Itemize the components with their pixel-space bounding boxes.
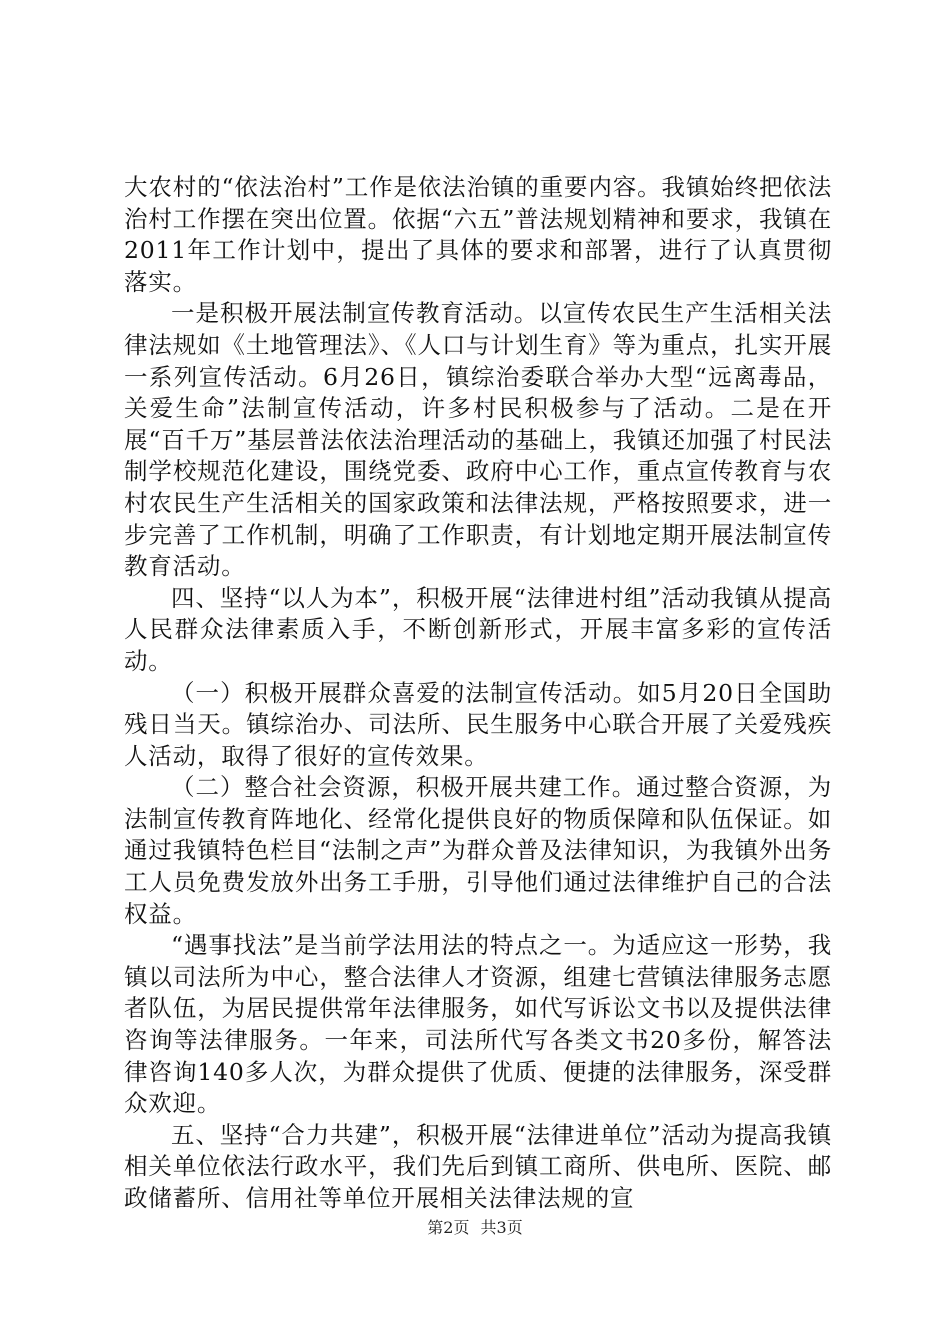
paragraph-7: 五、坚持“合力共建”，积极开展“法律进单位”活动为提高我镇相关单位依法行政水平，我们先后到镇工商所、供电所、医院、邮政储蓄所、信用社等单位开展相关法律法规的宣 — [124, 1120, 832, 1212]
page-number: 第2页 — [427, 1218, 470, 1237]
paragraph-2: 一是积极开展法制宣传教育活动。以宣传农民生产生活相关法律法规如《土地管理法》、《人口与计划生育》等为重点，扎实开展一系列宣传活动。6月26日，镇综治委联合举办大型“远离毒品，关爱生命”法制宣传活动，许多村民积极参与了活动。二是在开展“百千万”基层普法依法治理活动的基础上，我镇还加强了村民法制学校规范化建设，围绕党委、政府中心工作，重点宣传教育与农村农民生产生活相关的国家政策和法律法规，严格按照要求，进一步完善了工作机制，明确了工作职责，有计划地定期开展法制宣传教育活动。 — [124, 299, 832, 581]
page-footer — [0, 1217, 950, 1239]
page-total: 共3页 — [480, 1218, 523, 1237]
paragraph-1: 大农村的“依法治村”工作是依法治镇的重要内容。我镇始终把依法治村工作摆在突出位置。依据“六五”普法规划精神和要求，我镇在2011年工作计划中，提出了具体的要求和部署，进行了认真贯彻落实。 — [124, 173, 832, 296]
document-body — [124, 172, 832, 1215]
paragraph-6: “遇事找法”是当前学法用法的特点之一。为适应这一形势，我镇以司法所为中心，整合法律人才资源，组建七营镇法律服务志愿者队伍，为居民提供常年法律服务，如代写诉讼文书以及提供法律咨询等法律服务。一年来，司法所代写各类文书20多份，解答法律咨询140多人次，为群众提供了优质、便捷的法律服务，深受群众欢迎。 — [124, 931, 832, 1118]
paragraph-5: （二）整合社会资源，积极开展共建工作。通过整合资源，为法制宣传教育阵地化、经常化提供良好的物质保障和队伍保证。如通过我镇特色栏目“法制之声”为群众普及法律知识，为我镇外出务工人员免费发放外出务工手册，引导他们通过法律维护自己的合法权益。 — [124, 773, 832, 928]
paragraph-4: （一）积极开展群众喜爱的法制宣传活动。如5月20日全国助残日当天。镇综治办、司法所、民生服务中心联合开展了关爱残疾人活动，取得了很好的宣传效果。 — [124, 678, 832, 770]
paragraph-3: 四、坚持“以人为本”，积极开展“法律进村组”活动我镇从提高人民群众法律素质入手，不断创新形式，开展丰富多彩的宣传活动。 — [124, 583, 832, 675]
